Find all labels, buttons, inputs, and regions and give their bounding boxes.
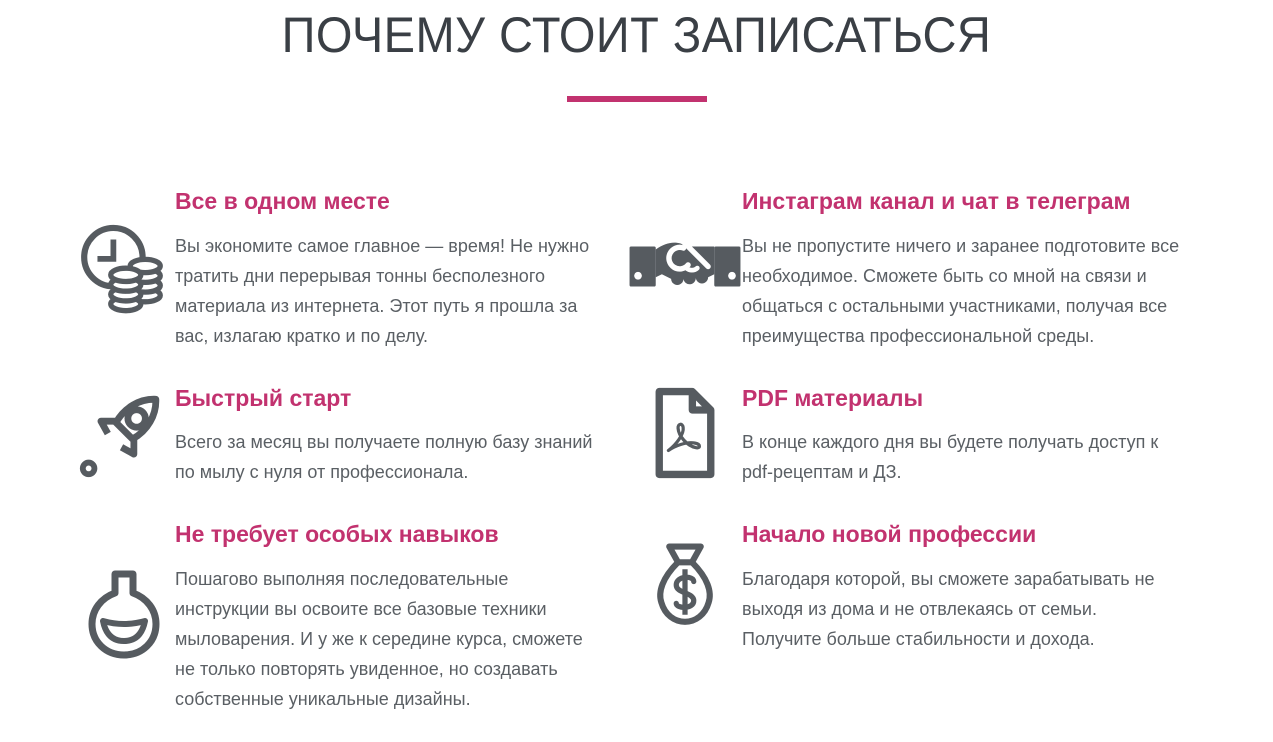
feature-all-in-one bbox=[73, 182, 600, 351]
feature-title: PDF материалы bbox=[742, 384, 924, 411]
flask-icon bbox=[84, 565, 164, 665]
feature-quick-start bbox=[73, 379, 600, 488]
feature-title: Начало новой профессии bbox=[742, 521, 1037, 548]
feature-description: Пошагово выполняя последовательные инструкции вы освоите все базовые техники мыловарения. И у же к середине курса, сможете не только повторять увиденное, но создавать собственные уникальные дизайны. bbox=[175, 568, 583, 709]
handshake-icon bbox=[628, 231, 742, 302]
pdf-file-icon bbox=[650, 387, 720, 479]
feature-icon-box bbox=[73, 565, 175, 665]
feature-new-profession bbox=[627, 515, 1180, 654]
time-money-icon bbox=[78, 218, 170, 314]
feature-icon-box bbox=[627, 231, 742, 302]
feature-content bbox=[175, 515, 600, 714]
feature-icon-box bbox=[627, 539, 742, 631]
features-column-left bbox=[73, 182, 600, 742]
feature-description: Всего за месяц вы получаете полную базу знаний по мылу с нуля от профессионала. bbox=[175, 432, 593, 483]
feature-description: Вы экономите самое главное — время! Не нужно тратить дни перерывая тонны бесполезного материала из интернета. Этот путь я прошла за вас, излагаю кратко и по делу. bbox=[175, 235, 590, 346]
feature-content bbox=[175, 379, 600, 488]
feature-content bbox=[742, 515, 1180, 654]
features-grid bbox=[0, 182, 1273, 742]
feature-instagram-telegram bbox=[627, 182, 1180, 351]
feature-title: Все в одном месте bbox=[175, 188, 390, 214]
rocket-icon bbox=[76, 384, 173, 481]
feature-icon-box bbox=[73, 218, 175, 314]
feature-description: Вы не пропустите ничего и заранее подготовите все необходимое. Сможете быть со мной на связи и общаться с остальными участниками, получая все преимущества профессиональной среды. bbox=[742, 235, 1180, 346]
feature-description: Благодаря которой, вы сможете зарабатывать не выходя из дома и не отвлекаясь от семьи. Получите больше стабильности и дохода. bbox=[742, 568, 1155, 649]
money-bag-icon bbox=[650, 539, 720, 631]
feature-pdf-materials bbox=[627, 379, 1180, 488]
feature-title: Быстрый старт bbox=[175, 384, 352, 411]
features-column-right bbox=[627, 182, 1180, 742]
feature-no-skills bbox=[73, 515, 600, 714]
feature-icon-box bbox=[73, 384, 175, 481]
feature-content bbox=[742, 379, 1180, 488]
feature-title: Не требует особых навыков bbox=[175, 521, 499, 548]
feature-icon-box bbox=[627, 387, 742, 479]
feature-content bbox=[742, 182, 1180, 351]
feature-content bbox=[175, 182, 600, 351]
page-title: ПОЧЕМУ СТОИТ ЗАПИСАТЬСЯ bbox=[281, 7, 992, 63]
feature-title: Инстаграм канал и чат в телеграм bbox=[742, 188, 1131, 214]
feature-description: В конце каждого дня вы будете получать доступ к pdf-рецептам и ДЗ. bbox=[742, 432, 1159, 483]
heading-divider bbox=[567, 96, 707, 102]
